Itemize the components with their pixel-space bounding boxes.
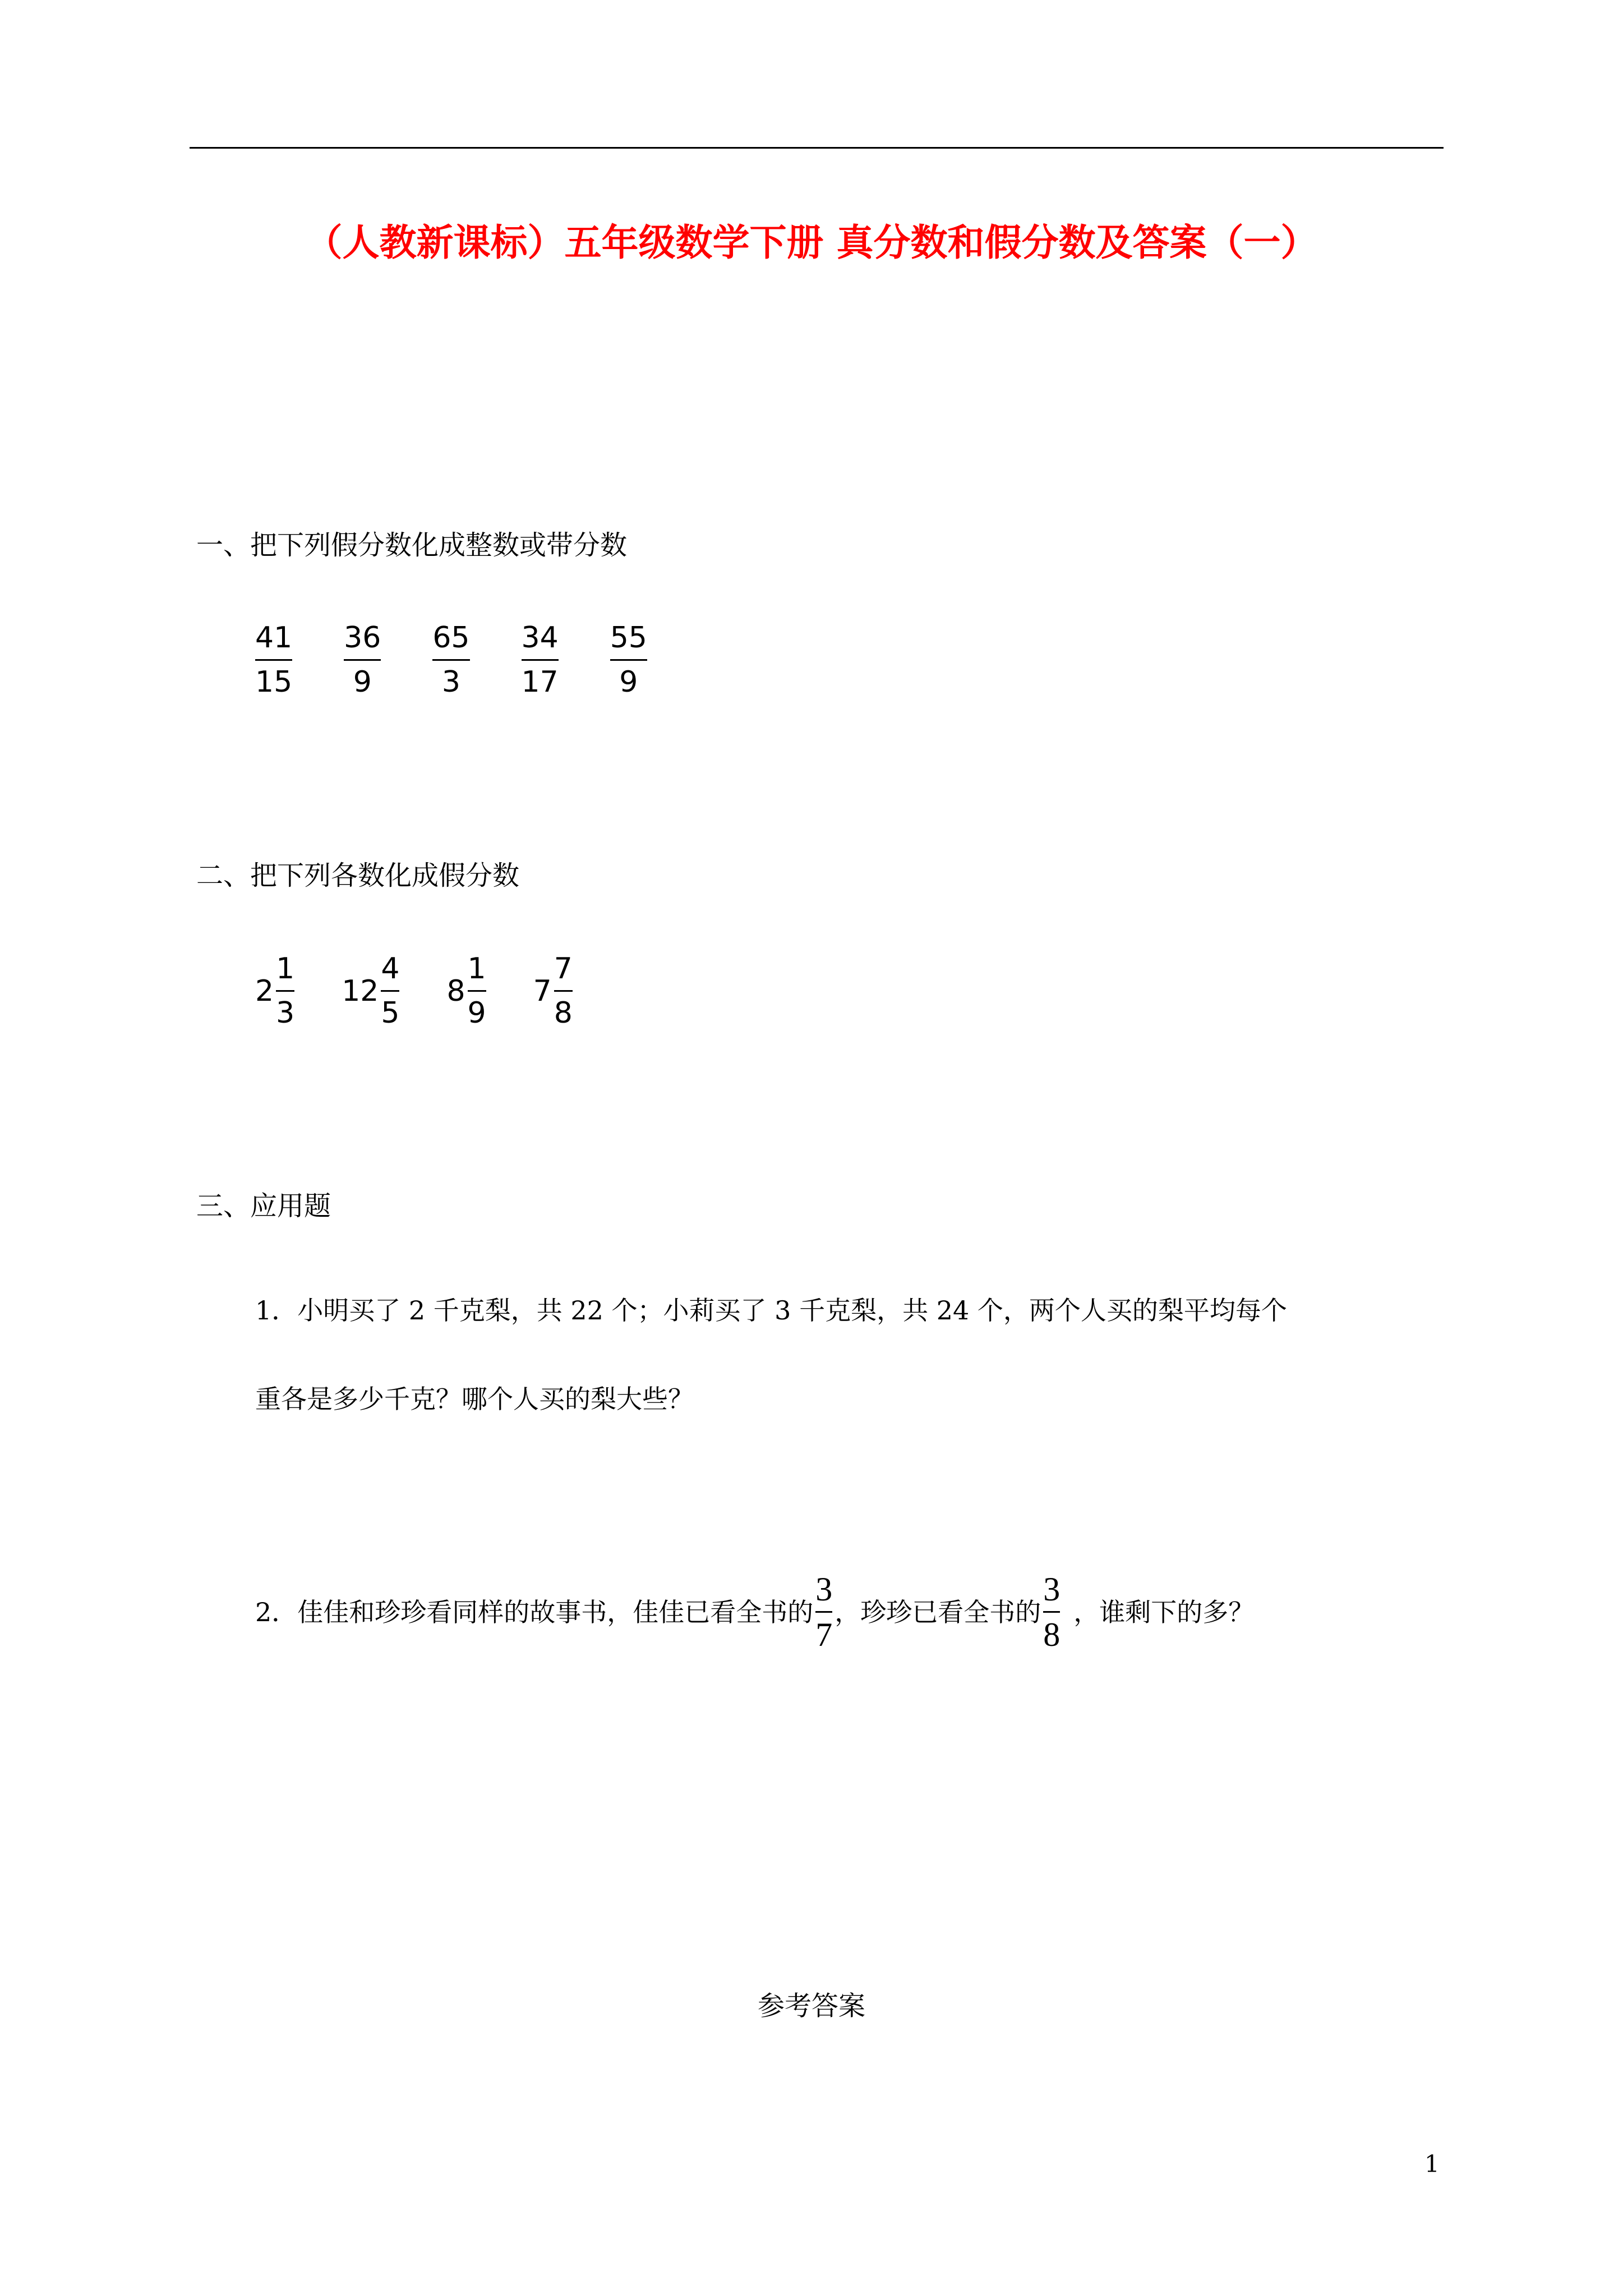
mixed-number-8-1-9: 8 $\frac{1}{9}$ <box>446 952 486 1030</box>
question-2 <box>255 1570 1254 1654</box>
answer-title: 参考答案 <box>757 1990 865 2022</box>
fraction-65-3: $\frac{65}{3}$ <box>432 621 470 699</box>
section-1-heading: 一、把下列假分数化成整数或带分数 <box>196 530 628 561</box>
question-2-text-2: ，珍珍已看全书的 <box>834 1596 1041 1627</box>
fraction-36-9: $\frac{36}{9}$ <box>344 621 381 699</box>
header-rule <box>190 147 1444 149</box>
fraction-34-17: $\frac{34}{17}$ <box>521 621 559 699</box>
question-1-line-1: 1．小明买了 2 千克梨，共 22 个；小莉买了 3 千克梨，共 24 个，两个人买的梨平均每个 <box>255 1295 1287 1326</box>
section-2-heading: 二、把下列各数化成假分数 <box>196 860 520 891</box>
fraction-3-8: $\frac{3}{8}$ <box>1043 1571 1061 1653</box>
section-1-fractions <box>255 620 647 700</box>
question-2-text-1: 2．佳佳和珍珍看同样的故事书，佳佳已看全书的 <box>255 1596 814 1627</box>
question-1-line-2: 重各是多少千克？哪个人买的梨大些？ <box>255 1384 694 1414</box>
section-3-heading: 三、应用题 <box>196 1190 331 1222</box>
fraction-55-9: $\frac{55}{9}$ <box>610 621 647 699</box>
mixed-number-2-1-3: 2 $\frac{1}{3}$ <box>255 952 295 1030</box>
mixed-number-12-4-5: 12 $\frac{4}{5}$ <box>342 952 400 1030</box>
section-2-mixed-numbers <box>255 951 573 1031</box>
fraction-3-7: $\frac{3}{7}$ <box>815 1571 833 1653</box>
page-number: 1 <box>1424 2150 1440 2178</box>
fraction-41-15: $\frac{41}{15}$ <box>255 621 293 699</box>
question-2-text-3: ，谁剩下的多？ <box>1073 1596 1255 1627</box>
mixed-number-7-7-8: 7 $\frac{7}{8}$ <box>533 952 573 1030</box>
document-title: （人教新课标）五年级数学下册 真分数和假分数及答案（一） <box>305 220 1318 264</box>
